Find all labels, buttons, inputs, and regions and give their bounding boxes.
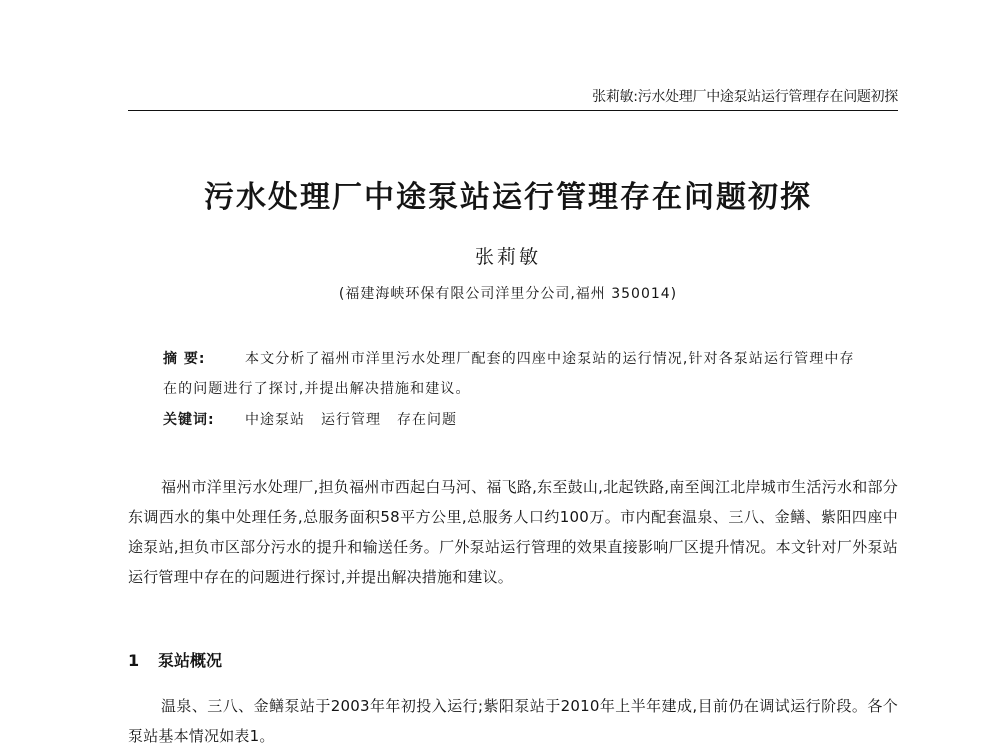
section-number: 1 <box>128 651 140 670</box>
abstract-text: 本文分析了福州市洋里污水处理厂配套的四座中途泵站的运行情况,针对各泵站运行管理中存在的问题进行了探讨,并提出解决措施和建议。 <box>163 351 855 397</box>
section-paragraph: 温泉、三八、金鳝泵站于2003年年初投入运行;紫阳泵站于2010年上半年建成,目前仍在调试运行阶段。各个泵站基本情况如表1。 <box>128 697 898 745</box>
author-name: 张莉敏 <box>474 246 541 268</box>
running-head: 张莉敏:污水处理厂中途泵站运行管理存在问题初探 <box>592 89 898 105</box>
paper-title: 污水处理厂中途泵站运行管理存在问题初探 <box>204 180 812 215</box>
header-rule <box>128 110 898 111</box>
keyword-item: 运行管理 <box>321 412 381 428</box>
section-title: 泵站概况 <box>158 651 223 670</box>
section-heading <box>128 648 222 671</box>
keywords <box>163 409 473 429</box>
keyword-item: 中途泵站 <box>245 412 305 428</box>
abstract <box>163 344 863 404</box>
intro-paragraph: 福州市洋里污水处理厂,担负福州市西起白马河、福飞路,东至鼓山,北起铁路,南至闽江北岸城市生活污水和部分东调西水的集中处理任务,总服务面积58平方公里,总服务人口约100万。市内配套温泉、三八、金鳝、紫阳四座中途泵站,担负市区部分污水的提升和输送任务。厂外泵站运行管理的效果直接影响厂区提升情况。本文针对厂外泵站运行管理中存在的问题进行探讨,并提出解决措施和建议。 <box>128 478 898 586</box>
abstract-label: 摘 要: <box>163 351 206 367</box>
author-affiliation: (福建海峡环保有限公司洋里分公司,福州 350014) <box>338 286 678 302</box>
keyword-item: 存在问题 <box>397 412 457 428</box>
keywords-label: 关键词: <box>163 412 215 428</box>
